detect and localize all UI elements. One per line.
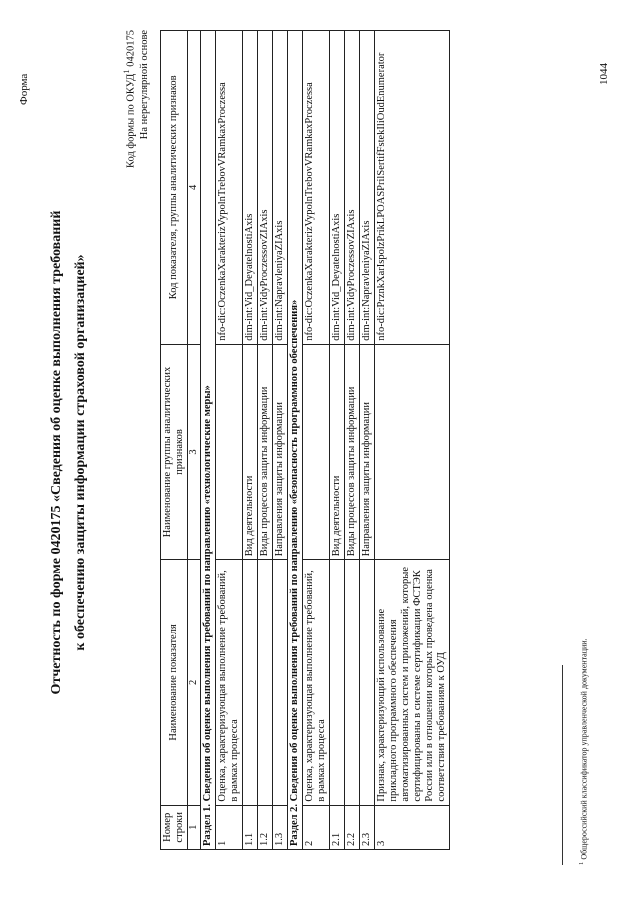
okud-footnote-mark: 1 — [121, 69, 131, 74]
indicator-name — [243, 560, 258, 805]
indicator-name: Признак, характеризующий использование прикладного программного обеспечения автоматизированных систем и приложений, которые сертифицированы в системе сертификации ФСТЭК России или в отношении которых проведена оценка соответствия требованиям к ОУД — [375, 560, 450, 805]
table-row — [273, 31, 288, 850]
table-row — [330, 31, 345, 850]
group-name: Виды процессов защиты информации — [345, 344, 360, 560]
footnote-divider — [562, 665, 563, 865]
indicator-name — [345, 560, 360, 805]
indicator-code: nfo-dic:OczenkaXarakterizVypolnTrebovVRamkaxProczessa — [216, 31, 243, 345]
indicator-code: nfo-dic:PrznkXarIspolzPrikLPOASPrilSertifFstekIliOudEnumerator — [375, 31, 450, 345]
indicator-name — [330, 560, 345, 805]
indicator-code: dim-int:NapravleniyaZIAxis — [360, 31, 375, 345]
indicator-code: dim-int:Vid_DeyatelnostiAxis — [243, 31, 258, 345]
table-row — [243, 31, 258, 850]
group-name: Направления защиты информации — [360, 344, 375, 560]
row-number: 2.3 — [360, 805, 375, 849]
row-number: 2.1 — [330, 805, 345, 849]
col-number: 2 — [188, 560, 201, 805]
periodicity: На нерегулярной основе — [138, 30, 150, 140]
okud-code-line: Код формы по ОКУД$^1$ 0420175 — [121, 30, 137, 169]
page-number: 1044 — [598, 63, 610, 85]
okud-code: 0420175 — [125, 30, 137, 67]
row-number: 2.2 — [345, 805, 360, 849]
table-header-row — [161, 31, 188, 850]
title-line-1: Отчетность по форме 0420175 «Сведения об оценке выполнения требований — [49, 210, 64, 695]
indicator-name — [273, 560, 288, 805]
indicator-name — [258, 560, 273, 805]
column-numbers-row — [188, 31, 201, 850]
header-indicator-name: Наименование показателя — [161, 560, 188, 805]
row-number: 1.3 — [273, 805, 288, 849]
col-number: 1 — [188, 805, 201, 849]
indicators-table — [160, 30, 450, 850]
section-2-title: Раздел 2. Сведения об оценке выполнения требований по направлению «безопасность программного обеспечения» — [288, 31, 303, 850]
group-name: Виды процессов защиты информации — [258, 344, 273, 560]
group-name: Направления защиты информации — [273, 344, 288, 560]
indicator-code: dim-int:Vid_DeyatelnostiAxis — [330, 31, 345, 345]
group-name — [375, 344, 450, 560]
row-number: 1.2 — [258, 805, 273, 849]
form-label: Форма — [18, 73, 30, 105]
section-1-title: Раздел 1. Сведения об оценке выполнения требований по направлению «технологические меры» — [201, 31, 216, 850]
group-name — [303, 344, 330, 560]
row-number: 2 — [303, 805, 330, 849]
group-name: Вид деятельности — [243, 344, 258, 560]
table-row — [375, 31, 450, 850]
table-row — [360, 31, 375, 850]
indicator-code: dim-int:VidyProczessovZIAxis — [258, 31, 273, 345]
indicator-name: Оценка, характеризующая выполнение требований, в рамках процесса — [216, 560, 243, 805]
page-title — [45, 0, 93, 905]
row-number: 1 — [216, 805, 243, 849]
title-line-2: к обеспечению защиты информации страховой организацией» — [73, 254, 88, 651]
okud-block — [120, 30, 151, 168]
footnote-text: Общероссийский классификатор управленческой документации. — [579, 638, 589, 860]
footnote-mark: 1 — [578, 861, 585, 865]
row-number: 1.1 — [243, 805, 258, 849]
indicator-code: dim-int:VidyProczessovZIAxis — [345, 31, 360, 345]
section-1-row — [201, 31, 216, 850]
header-group-name: Наименование группы аналитических признаков — [161, 344, 188, 560]
footnote — [578, 638, 589, 865]
table-row — [216, 31, 243, 850]
group-name — [216, 344, 243, 560]
table-row — [303, 31, 330, 850]
indicator-name: Оценка, характеризующая выполнение требований, в рамках процесса — [303, 560, 330, 805]
group-name: Вид деятельности — [330, 344, 345, 560]
header-code: Код показателя, группы аналитических признаков — [161, 31, 188, 345]
table-row — [258, 31, 273, 850]
indicator-name — [360, 560, 375, 805]
indicator-code: dim-int:NapravleniyaZIAxis — [273, 31, 288, 345]
indicator-code: nfo-dic:OczenkaXarakterizVypolnTrebovVRamkaxProczessa — [303, 31, 330, 345]
col-number: 3 — [188, 344, 201, 560]
header-row-number: Номер строки — [161, 805, 188, 849]
table-row — [345, 31, 360, 850]
section-2-row — [288, 31, 303, 850]
col-number: 4 — [188, 31, 201, 345]
row-number: 3 — [375, 805, 450, 849]
